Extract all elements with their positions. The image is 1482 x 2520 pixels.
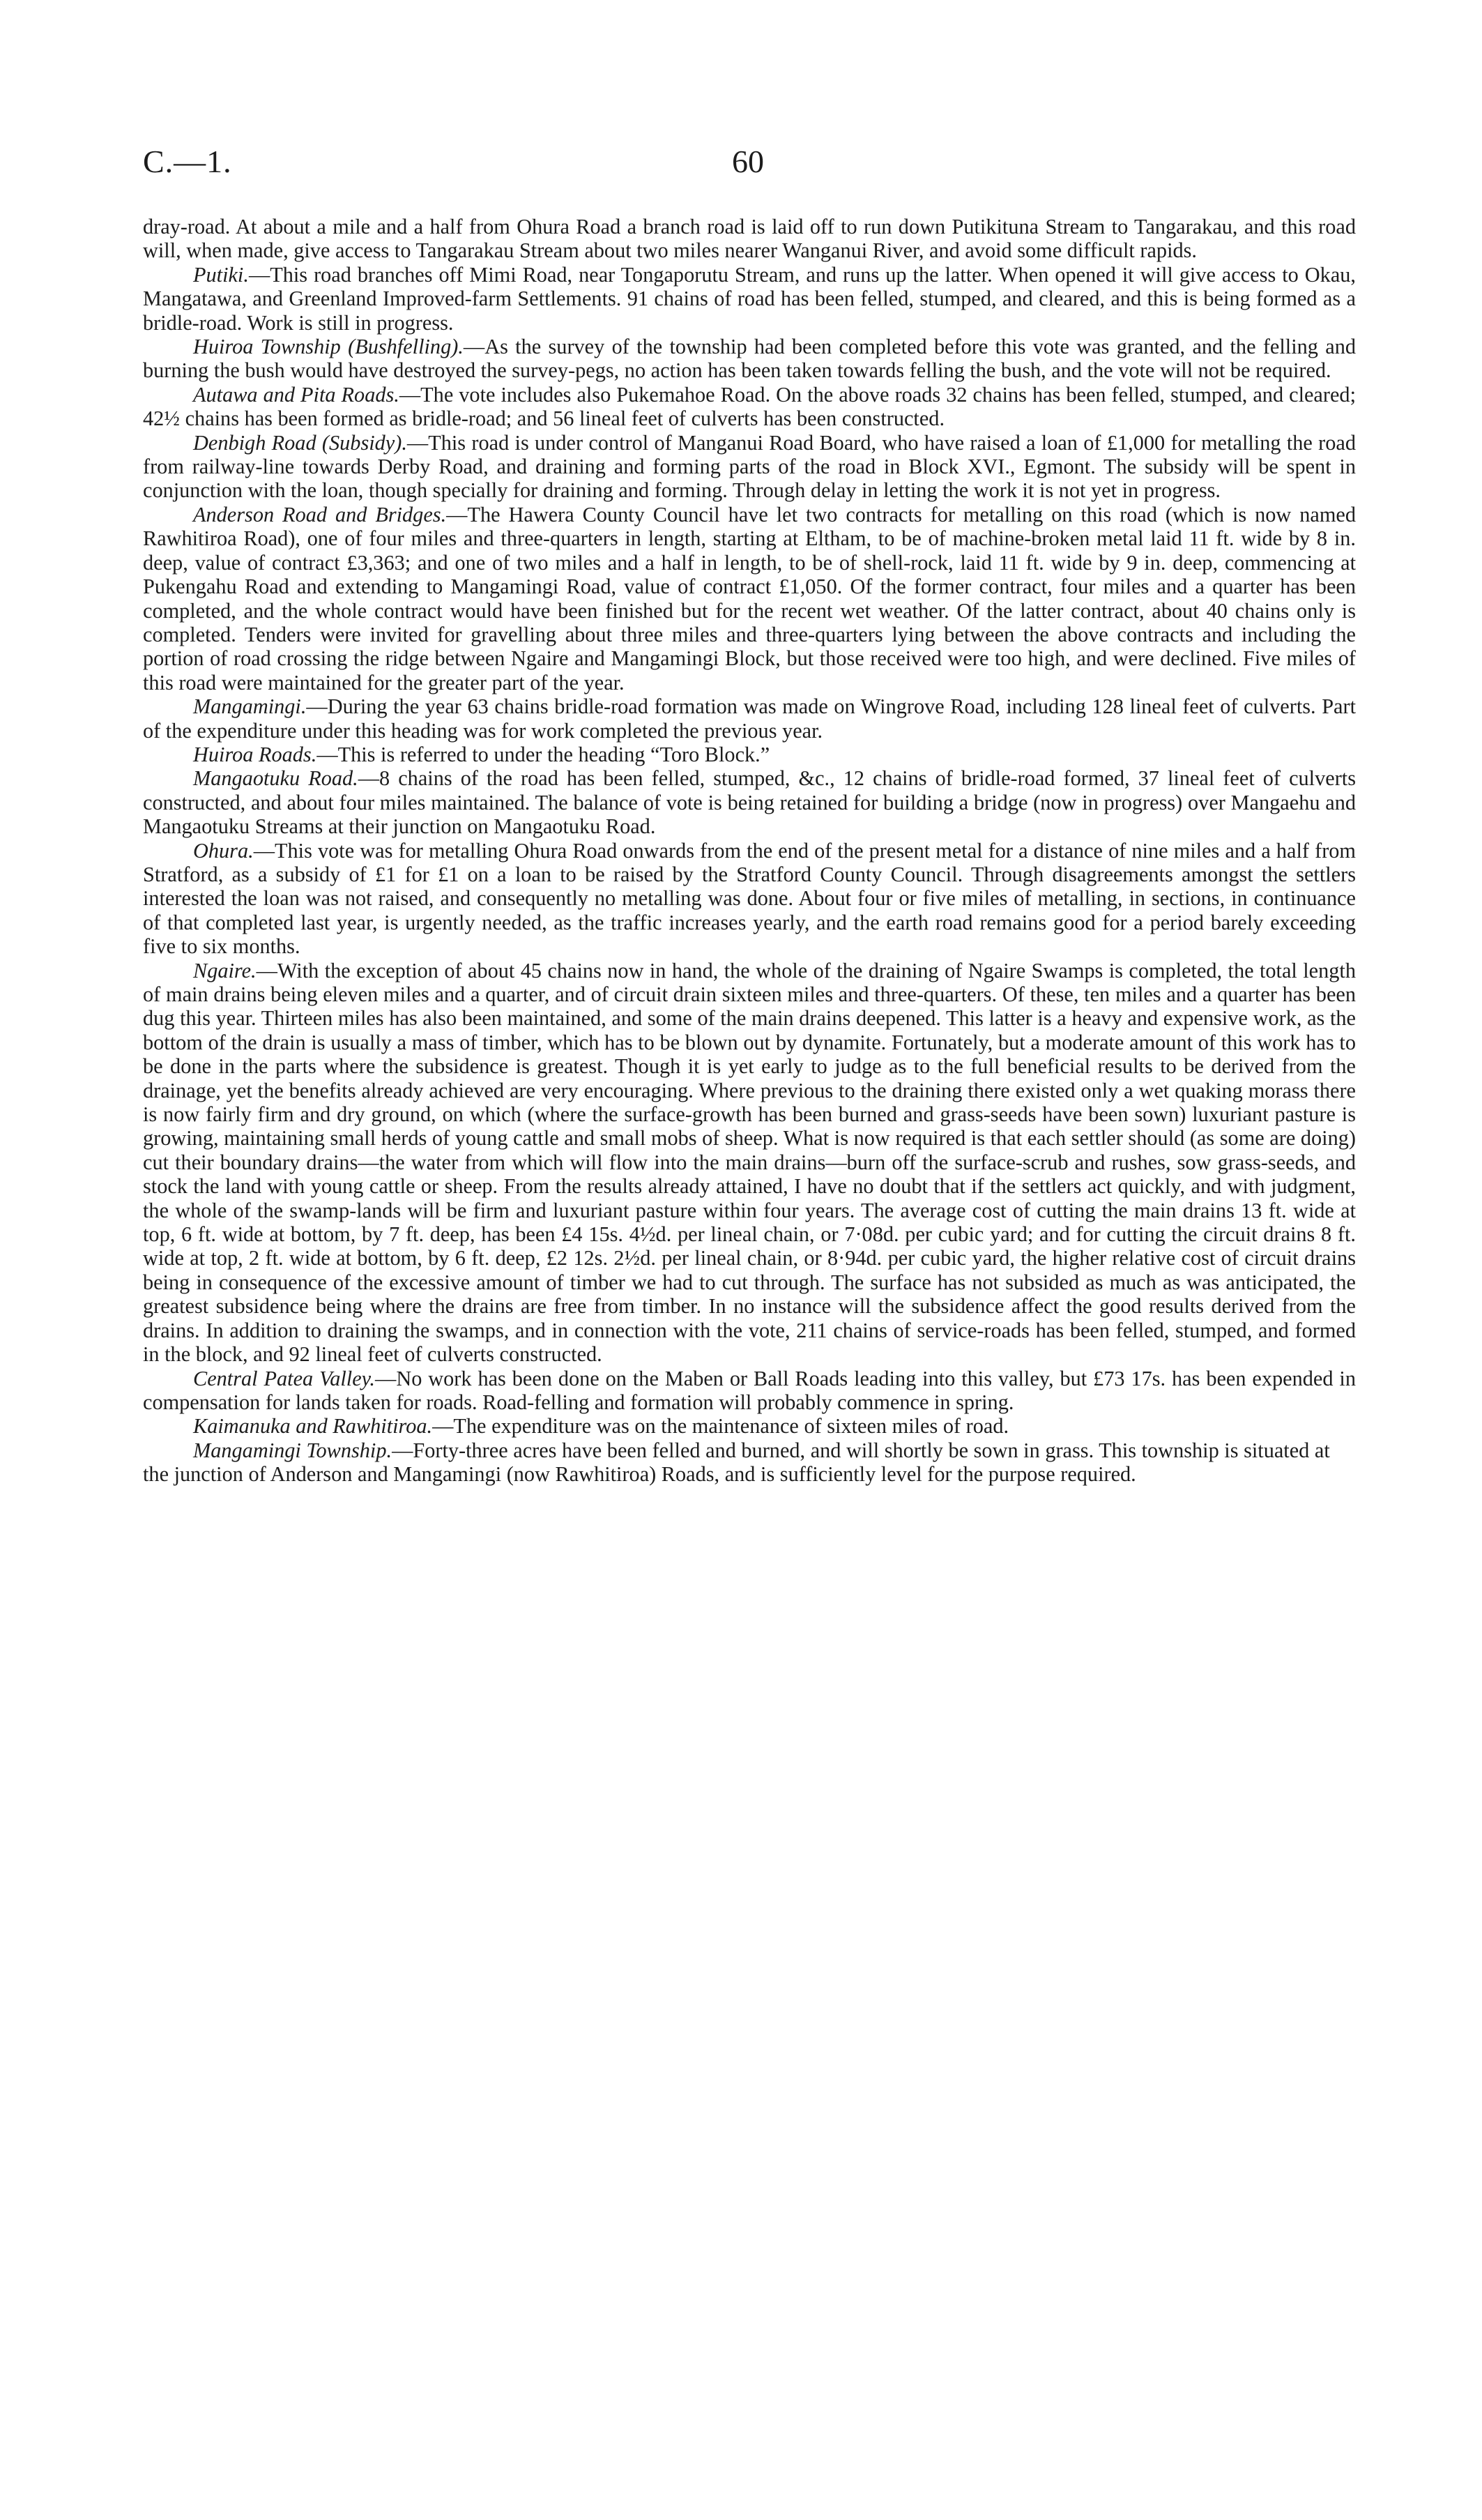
paragraph-anderson-road — [143, 503, 1356, 694]
paragraph-text: —8 chains of the road has been felled, stumped, &c., 12 chains of bridle-road formed, 37 lineal feet of culverts constructed, and about four miles maintained. The balance of vote is being retained for building a bridge (now in progress) over Mangaehu and Mangaotuku Streams at their junction on Mangaotuku Road. — [143, 766, 1356, 839]
paragraph-denbigh-road — [143, 431, 1356, 503]
paragraph-huiroa-township — [143, 335, 1356, 383]
paragraph-heading: Mangaotuku Road. — [193, 766, 358, 791]
paragraph-heading: Central Patea Valley. — [193, 1366, 376, 1390]
paragraph-heading: Autawa and Pita Roads. — [193, 382, 399, 407]
paragraph-text: dray-road. At about a mile and a half from Ohura Road a branch road is laid off to run down Putikituna Stream to Tangarakau, and this road will, when made, give access to Tangarakau Stream about two miles nearer Wanganui River, and avoid some difficult rapids. — [143, 215, 1356, 263]
paragraph-heading: Denbigh Road (Subsidy). — [193, 430, 407, 455]
paragraph-text: —During the year 63 chains bridle-road formation was made on Wingrove Road, including 128 lineal feet of culverts. Part of the expenditure under this heading was for work completed the previous year. — [143, 694, 1356, 743]
paragraph-text: —This road branches off Mimi Road, near Tongaporutu Stream, and runs up the latter. When opened it will give access to Okau, Mangatawa, and Greenland Improved-farm Settlements. 91 chains of road has been felled, stumped, and cleared, and this is being formed as a bridle-road. Work is still in progress. — [143, 262, 1356, 335]
paragraph-heading: Ngaire. — [193, 958, 257, 982]
paragraph-heading: Mangamingi. — [193, 694, 307, 719]
paragraph-ohura — [143, 839, 1356, 959]
paragraph-autawa-pita — [143, 383, 1356, 431]
paragraph-text: —This is referred to under the heading “Toro Block.” — [316, 742, 770, 766]
paragraph-heading: Huiroa Roads. — [193, 742, 317, 766]
paragraph-mangamingi — [143, 694, 1356, 743]
paragraph-text: —With the exception of about 45 chains now in hand, the whole of the draining of Ngaire Swamps is completed, the total length of main drains being eleven miles and a quarter, and of circuit drain sixteen miles and three-quarters. Of these, ten miles and a quarter has been dug this year. Thirteen miles has also been maintained, and some of the main drains deepened. This latter is a heavy and expensive work, as the bottom of the drain is usually a mass of timber, which has to be blown out by dynamite. Fortunately, but a moderate amount of this work has to be done in the parts where the subsidence is greatest. Though it is yet early to judge as to the full beneficial results to be derived from the drainage, yet the benefits already achieved are very encouraging. Where previous to the draining there existed only a wet quaking morass there is now fairly firm and dry ground, on which (where the surface-growth has been burned and grass-seeds have been sown) luxuriant pasture is growing, maintaining small herds of young cattle and small mobs of sheep. What is now required is that each settler should (as some are doing) cut their boundary drains—the water from which will flow into the main drains—burn off the surface-scrub and rushes, sow grass-seeds, and stock the land with young cattle or sheep. From the results already attained, I have no doubt that if the settlers act quickly, and with judgment, the whole of the swamp-lands will be firm and luxuriant pasture within four years. The average cost of cutting the main drains 13 ft. wide at top, 6 ft. wide at bottom, by 7 ft. deep, has been £4 15s. 4½d. per lineal chain, or 7·08d. per cubic yard; and for cutting the circuit drains 8 ft. wide at top, 2 ft. wide at bottom, by 6 ft. deep, £2 12s. 2½d. per lineal chain, or 8·94d. per cubic yard, the higher relative cost of circuit drains being in consequence of the excessive amount of timber we had to cut through. The surface has not subsided as much as was anticipated, the greatest subsidence being where the drains are free from timber. In no instance will the subsidence affect the good results derived from the drains. In addition to draining the swamps, and in connection with the vote, 211 chains of service-roads has been felled, stumped, and formed in the block, and 92 lineal feet of culverts constructed. — [143, 958, 1356, 1367]
paragraph-continuation — [143, 215, 1356, 263]
paragraph-text: —As the survey of the township had been completed before this vote was granted, and the felling and burning the bush would have destroyed the survey-pegs, no action has been taken towards felling the bush, and the vote will not be required. — [143, 335, 1356, 383]
page-header — [143, 143, 1356, 185]
paragraph-putiki — [143, 263, 1356, 335]
paragraph-text: —This road is under control of Manganui Road Board, who have raised a loan of £1,000 for metalling the road from railway-line towards Derby Road, and draining and forming parts of the road in Block XVI., Egmont. The subsidy will be spent in conjunction with the loan, though specially for draining and forming. Through delay in letting the work it is not yet in progress. — [143, 430, 1356, 503]
paragraph-heading: Ohura. — [193, 838, 254, 863]
paragraph-kaimanuka-rawhitiroa — [143, 1414, 1356, 1438]
paragraph-mangamingi-township — [143, 1439, 1356, 1487]
paragraph-text: —Forty-three acres have been felled and burned, and will shortly be sown in grass. This township is situated at the junction of Anderson and Mangamingi (now Rawhitiroa) Roads, and is sufficiently level for the purpose required. — [143, 1438, 1330, 1487]
paragraph-heading: Putiki. — [193, 262, 249, 287]
paragraph-text: —The vote includes also Pukemahoe Road. On the above roads 32 chains has been felled, stumped, and cleared; 42½ chains has been formed as bridle-road; and 56 lineal feet of culverts has been constructed. — [143, 382, 1356, 431]
document-body — [143, 215, 1356, 1487]
paragraph-text: —This vote was for metalling Ohura Road onwards from the end of the present metal for a distance of nine miles and a half from Stratford, as a subsidy of £1 for £1 on a loan to be raised by the Stratford County Council. Through disagreements amongst the settlers interested the loan was not raised, and consequently no metalling was done. About four or five miles of metalling, in sections, in continuance of that completed last year, is urgently needed, as the traffic increases yearly, and the earth road remains good for a period barely exceeding five to six months. — [143, 838, 1356, 959]
paragraph-mangaotuku-road — [143, 766, 1356, 838]
paragraph-central-patea-valley — [143, 1367, 1356, 1415]
paragraph-huiroa-roads — [143, 743, 1356, 766]
paragraph-text: —The Hawera County Council have let two contracts for metalling on this road (which is now named Rawhitiroa Road), one of four miles and three-quarters in length, starting at Eltham, to be of machine-broken metal laid 11 ft. wide by 8 in. deep, value of contract £3,363; and one of two miles and a half in length, to be of shell-rock, laid 11 ft. wide by 9 in. deep, commencing at Pukengahu Road and extending to Mangamingi Road, value of contract £1,050. Of the former contract, four miles and a quarter has been completed, and the whole contract would have been finished but for the recent wet weather. Of the latter contract, about 40 chains only is completed. Tenders were invited for gravelling about three miles and three-quarters lying between the above contracts and including the portion of road crossing the ridge between Ngaire and Mangamingi Block, but those received were too high, and were declined. Five miles of this road were maintained for the greater part of the year. — [143, 502, 1356, 694]
document-reference: C.—1. — [143, 144, 232, 179]
paragraph-text: —No work has been done on the Maben or Ball Roads leading into this valley, but £73 17s. has been expended in compensation for lands taken for roads. Road-felling and formation will probably commence in spring. — [143, 1366, 1356, 1414]
paragraph-heading: Huiroa Township (Bushfelling). — [193, 335, 464, 359]
page-number: 60 — [732, 144, 764, 179]
paragraph-heading: Mangamingi Township. — [193, 1438, 392, 1462]
paragraph-heading: Anderson Road and Bridges. — [193, 502, 447, 526]
paragraph-text: —The expenditure was on the maintenance of sixteen miles of road. — [432, 1414, 1009, 1439]
paragraph-ngaire — [143, 959, 1356, 1367]
paragraph-heading: Kaimanuka and Rawhitiroa. — [193, 1414, 433, 1439]
